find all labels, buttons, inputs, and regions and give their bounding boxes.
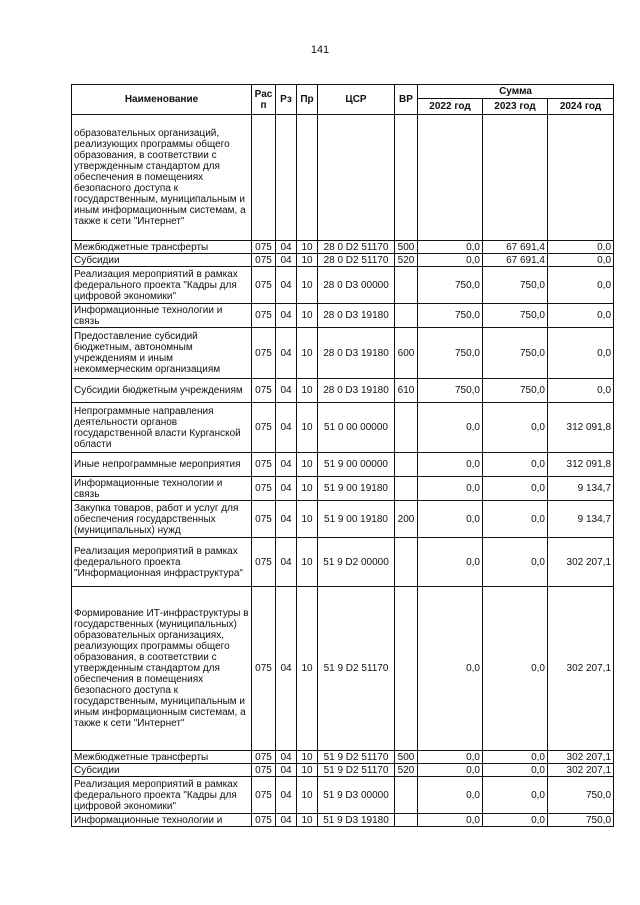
row-csr [318, 115, 395, 241]
row-name: Иные непрограммные мероприятия [72, 453, 252, 477]
row-vr: 500 [395, 241, 418, 254]
row-pr: 10 [297, 267, 318, 304]
row-csr: 28 0 D3 00000 [318, 267, 395, 304]
row-name: образовательных организаций, реализующих программы общего образования, в соответствии с утвержденным стандартом для обеспечения в помещениях безопасного доступа к государственным, муниципальным и иным информационным системам, а также к сети "Интернет" [72, 115, 252, 241]
row-ras: 075 [252, 814, 276, 827]
row-2023: 0,0 [483, 814, 548, 827]
header-year-2022: 2022 год [418, 99, 483, 115]
row-ras: 075 [252, 328, 276, 379]
row-2024: 9 134,7 [548, 477, 614, 501]
row-2022: 750,0 [418, 379, 483, 403]
row-csr: 51 9 D3 00000 [318, 777, 395, 814]
row-2024 [548, 115, 614, 241]
row-name: Межбюджетные трансферты [72, 751, 252, 764]
row-name: Непрограммные направления деятельности органов государственной власти Курганской области [72, 403, 252, 453]
row-2023: 0,0 [483, 538, 548, 587]
row-vr: 610 [395, 379, 418, 403]
row-2024: 302 207,1 [548, 538, 614, 587]
row-2023: 750,0 [483, 328, 548, 379]
row-2023: 0,0 [483, 764, 548, 777]
row-vr [395, 477, 418, 501]
row-2024: 0,0 [548, 304, 614, 328]
row-2024: 0,0 [548, 241, 614, 254]
row-2024: 9 134,7 [548, 501, 614, 538]
row-ras: 075 [252, 777, 276, 814]
row-2022: 0,0 [418, 477, 483, 501]
row-vr: 600 [395, 328, 418, 379]
row-pr: 10 [297, 453, 318, 477]
row-ras: 075 [252, 379, 276, 403]
row-csr: 51 9 D2 51170 [318, 764, 395, 777]
row-2022: 0,0 [418, 538, 483, 587]
row-2024: 0,0 [548, 254, 614, 267]
row-csr: 28 0 D3 19180 [318, 304, 395, 328]
row-pr: 10 [297, 501, 318, 538]
row-ras: 075 [252, 241, 276, 254]
row-rz: 04 [276, 777, 297, 814]
row-name: Субсидии [72, 764, 252, 777]
row-2022: 0,0 [418, 453, 483, 477]
row-pr [297, 115, 318, 241]
row-csr: 51 9 00 19180 [318, 501, 395, 538]
row-2022: 0,0 [418, 241, 483, 254]
row-csr: 51 9 D2 51170 [318, 751, 395, 764]
row-2022: 0,0 [418, 501, 483, 538]
header-ras: Рас п [252, 85, 276, 115]
table-row [72, 453, 614, 477]
row-pr: 10 [297, 764, 318, 777]
row-rz: 04 [276, 304, 297, 328]
row-vr: 520 [395, 254, 418, 267]
row-rz: 04 [276, 538, 297, 587]
row-vr: 520 [395, 764, 418, 777]
row-2022: 0,0 [418, 587, 483, 751]
row-ras: 075 [252, 453, 276, 477]
table-row [72, 304, 614, 328]
row-name: Межбюджетные трансферты [72, 241, 252, 254]
row-2024: 302 207,1 [548, 587, 614, 751]
table-row [72, 764, 614, 777]
table-row [72, 267, 614, 304]
table-row [72, 241, 614, 254]
table-body [72, 115, 614, 827]
row-2022: 0,0 [418, 777, 483, 814]
row-pr: 10 [297, 254, 318, 267]
row-vr [395, 587, 418, 751]
table-row [72, 254, 614, 267]
row-2022: 750,0 [418, 304, 483, 328]
row-vr [395, 777, 418, 814]
row-2024: 750,0 [548, 777, 614, 814]
header-csr: ЦСР [318, 85, 395, 115]
row-csr: 51 9 00 00000 [318, 453, 395, 477]
row-2022: 0,0 [418, 764, 483, 777]
row-pr: 10 [297, 777, 318, 814]
row-name: Реализация мероприятий в рамках федерального проекта "Кадры для цифровой экономики" [72, 777, 252, 814]
header-name: Наименование [72, 85, 252, 115]
row-2024: 0,0 [548, 379, 614, 403]
row-2024: 302 207,1 [548, 764, 614, 777]
header-vr: ВР [395, 85, 418, 115]
row-2024: 0,0 [548, 267, 614, 304]
row-csr: 28 0 D3 19180 [318, 379, 395, 403]
row-2023: 0,0 [483, 777, 548, 814]
table-row [72, 814, 614, 827]
row-rz: 04 [276, 379, 297, 403]
row-2024: 750,0 [548, 814, 614, 827]
row-rz: 04 [276, 254, 297, 267]
header-year-2023: 2023 год [483, 99, 548, 115]
row-pr: 10 [297, 477, 318, 501]
row-2022: 750,0 [418, 267, 483, 304]
table-row [72, 751, 614, 764]
row-csr: 28 0 D2 51170 [318, 241, 395, 254]
budget-table [71, 84, 614, 827]
row-ras: 075 [252, 538, 276, 587]
row-ras: 075 [252, 764, 276, 777]
row-rz: 04 [276, 501, 297, 538]
table-row [72, 115, 614, 241]
row-vr [395, 267, 418, 304]
row-rz: 04 [276, 328, 297, 379]
row-name: Информационные технологии и [72, 814, 252, 827]
row-rz [276, 115, 297, 241]
row-csr: 28 0 D3 19180 [318, 328, 395, 379]
row-ras: 075 [252, 304, 276, 328]
row-vr [395, 453, 418, 477]
row-rz: 04 [276, 814, 297, 827]
row-vr [395, 814, 418, 827]
row-2022: 0,0 [418, 814, 483, 827]
row-rz: 04 [276, 477, 297, 501]
row-2022: 0,0 [418, 403, 483, 453]
row-ras: 075 [252, 267, 276, 304]
table-row [72, 538, 614, 587]
row-2023: 67 691,4 [483, 254, 548, 267]
row-vr: 500 [395, 751, 418, 764]
row-pr: 10 [297, 814, 318, 827]
table-row [72, 587, 614, 751]
row-ras: 075 [252, 477, 276, 501]
header-pr: Пр [297, 85, 318, 115]
row-2022 [418, 115, 483, 241]
row-pr: 10 [297, 751, 318, 764]
row-csr: 51 9 D2 00000 [318, 538, 395, 587]
row-rz: 04 [276, 764, 297, 777]
row-ras: 075 [252, 751, 276, 764]
row-vr [395, 538, 418, 587]
row-2023: 0,0 [483, 751, 548, 764]
row-2024: 0,0 [548, 328, 614, 379]
row-pr: 10 [297, 241, 318, 254]
row-name: Закупка товаров, работ и услуг для обеспечения государственных (муниципальных) нужд [72, 501, 252, 538]
row-name: Информационные технологии и связь [72, 304, 252, 328]
table-row [72, 477, 614, 501]
row-2023: 67 691,4 [483, 241, 548, 254]
table-row [72, 501, 614, 538]
row-2022: 750,0 [418, 328, 483, 379]
header-sum: Сумма [418, 85, 614, 99]
row-pr: 10 [297, 304, 318, 328]
row-rz: 04 [276, 403, 297, 453]
table-row [72, 403, 614, 453]
row-csr: 51 9 D2 51170 [318, 587, 395, 751]
header-rz: Рз [276, 85, 297, 115]
row-name: Реализация мероприятий в рамках федерального проекта "Кадры для цифровой экономики" [72, 267, 252, 304]
row-name: Предоставление субсидий бюджетным, автономным учреждениям и иным некоммерческим организациям [72, 328, 252, 379]
row-2023: 0,0 [483, 477, 548, 501]
row-csr: 51 9 D3 19180 [318, 814, 395, 827]
row-vr: 200 [395, 501, 418, 538]
row-name: Субсидии [72, 254, 252, 267]
row-2024: 312 091,8 [548, 453, 614, 477]
row-2023: 750,0 [483, 379, 548, 403]
row-rz: 04 [276, 241, 297, 254]
row-ras: 075 [252, 254, 276, 267]
row-rz: 04 [276, 751, 297, 764]
row-2022: 0,0 [418, 751, 483, 764]
row-ras [252, 115, 276, 241]
row-2024: 302 207,1 [548, 751, 614, 764]
row-pr: 10 [297, 538, 318, 587]
row-name: Формирование ИТ-инфраструктуры в государственных (муниципальных) образовательных организациях, реализующих программы общего образования, в соответствии с утвержденным стандартом для обеспечения в помещениях безопасного доступа к государственным, муниципальным и иным информационным системам, а также к сети "Интернет" [72, 587, 252, 751]
row-2023: 0,0 [483, 453, 548, 477]
table-row [72, 379, 614, 403]
row-2024: 312 091,8 [548, 403, 614, 453]
row-pr: 10 [297, 328, 318, 379]
row-2023: 750,0 [483, 304, 548, 328]
table-row [72, 328, 614, 379]
row-pr: 10 [297, 379, 318, 403]
row-rz: 04 [276, 453, 297, 477]
row-ras: 075 [252, 501, 276, 538]
row-2023 [483, 115, 548, 241]
row-csr: 51 0 00 00000 [318, 403, 395, 453]
row-rz: 04 [276, 267, 297, 304]
header-year-2024: 2024 год [548, 99, 614, 115]
row-name: Субсидии бюджетным учреждениям [72, 379, 252, 403]
row-pr: 10 [297, 587, 318, 751]
row-vr [395, 115, 418, 241]
row-vr [395, 304, 418, 328]
row-vr [395, 403, 418, 453]
row-pr: 10 [297, 403, 318, 453]
row-csr: 51 9 00 19180 [318, 477, 395, 501]
row-2022: 0,0 [418, 254, 483, 267]
row-2023: 0,0 [483, 587, 548, 751]
table-header [72, 85, 614, 115]
row-name: Реализация мероприятий в рамках федерального проекта "Информационная инфраструктура" [72, 538, 252, 587]
row-2023: 0,0 [483, 403, 548, 453]
row-2023: 0,0 [483, 501, 548, 538]
row-2023: 750,0 [483, 267, 548, 304]
row-rz: 04 [276, 587, 297, 751]
row-ras: 075 [252, 403, 276, 453]
table-row [72, 777, 614, 814]
row-csr: 28 0 D2 51170 [318, 254, 395, 267]
row-ras: 075 [252, 587, 276, 751]
page-number: 141 [310, 44, 330, 56]
row-name: Информационные технологии и связь [72, 477, 252, 501]
